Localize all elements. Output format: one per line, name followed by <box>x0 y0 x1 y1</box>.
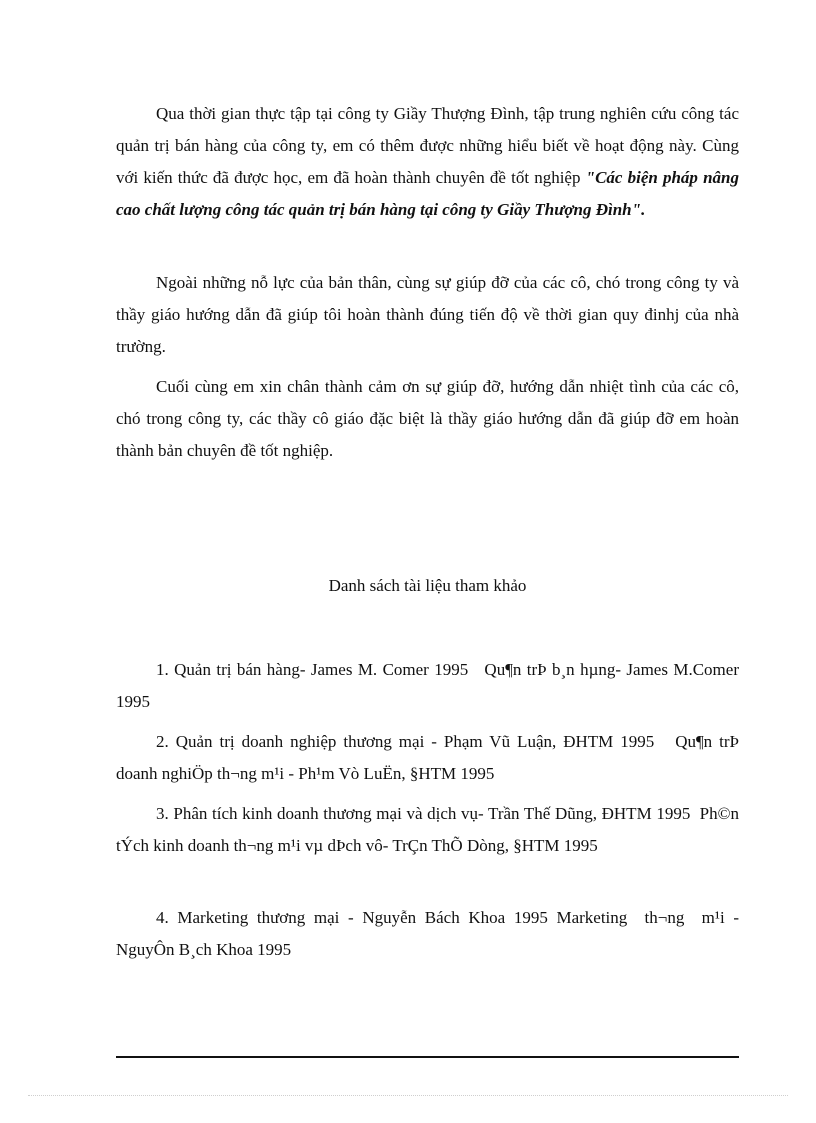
reference-text: 4. Marketing thương mại - Nguyễn Bách Khoa 1995 <box>156 908 548 927</box>
reference-text: 3. Phân tích kinh doanh thương mại và dịch vụ- Trần Thế Dũng, ĐHTM 1995 <box>156 804 691 823</box>
paragraph-intro <box>116 98 739 226</box>
paragraph-acknowledgement: Ngoài những nỗ lực của bản thân, cùng sự giúp đỡ của các cô, chó trong công ty và thầy giáo hướng dẫn đã giúp tôi hoàn thành đúng tiến độ về thời gian quy đinhj của nhà trường. <box>116 273 739 356</box>
reference-item <box>116 902 744 966</box>
references-title: Danh sách tài liệu tham khảo <box>328 576 527 595</box>
reference-garbled-text: Qu¶n trÞ b¸n hµng- James M.Comer 1995 <box>116 660 744 711</box>
thesis-title: "Các biện pháp nâng cao chất lượng công tác quản trị bán hàng tại công ty Giầy Thượng Đình". <box>116 168 739 219</box>
reference-garbled-text: Ph©n tÝch kinh doanh th¬ng m¹i vµ dÞch vô- TrÇn ThÕ Dòng, §HTM 1995 <box>116 804 744 855</box>
reference-text: 2. Quản trị doanh nghiệp thương mại - Phạm Vũ Luận, ĐHTM 1995 <box>156 732 655 751</box>
page-edge-divider <box>28 1095 788 1096</box>
paragraph-thanks: Cuối cùng em xin chân thành cảm ơn sự giúp đỡ, hướng dẫn nhiệt tình của các cô, chó trong công ty, các thầy cô giáo đặc biệt là thầy giáo hướng dẫn đã giúp đỡ em hoàn thành bản chuyên đề tốt nghiệp. <box>116 377 739 460</box>
footer-rule <box>116 1056 739 1058</box>
reference-text: 1. Quản trị bán hàng- James M. Comer 1995 <box>156 660 469 679</box>
paragraph-intro-text: Qua thời gian thực tập tại công ty Giầy Thượng Đình, tập trung nghiên cứu công tác quản trị bán hàng của công ty, em có thêm được những hiểu biết về hoạt động này. Cùng với kiến thức đã được học, em đã hoàn thành chuyên đề tốt nghiệp <box>116 104 739 187</box>
reference-garbled-text: Marketing th¬ng m¹i - NguyÔn B¸ch Khoa 1995 <box>116 908 744 959</box>
reference-item <box>116 654 744 718</box>
reference-garbled-text: Qu¶n trÞ doanh nghiÖp th¬ng m¹i - Ph¹m Vò LuËn, §HTM 1995 <box>116 732 744 783</box>
reference-item <box>116 726 744 790</box>
reference-item <box>116 798 744 862</box>
